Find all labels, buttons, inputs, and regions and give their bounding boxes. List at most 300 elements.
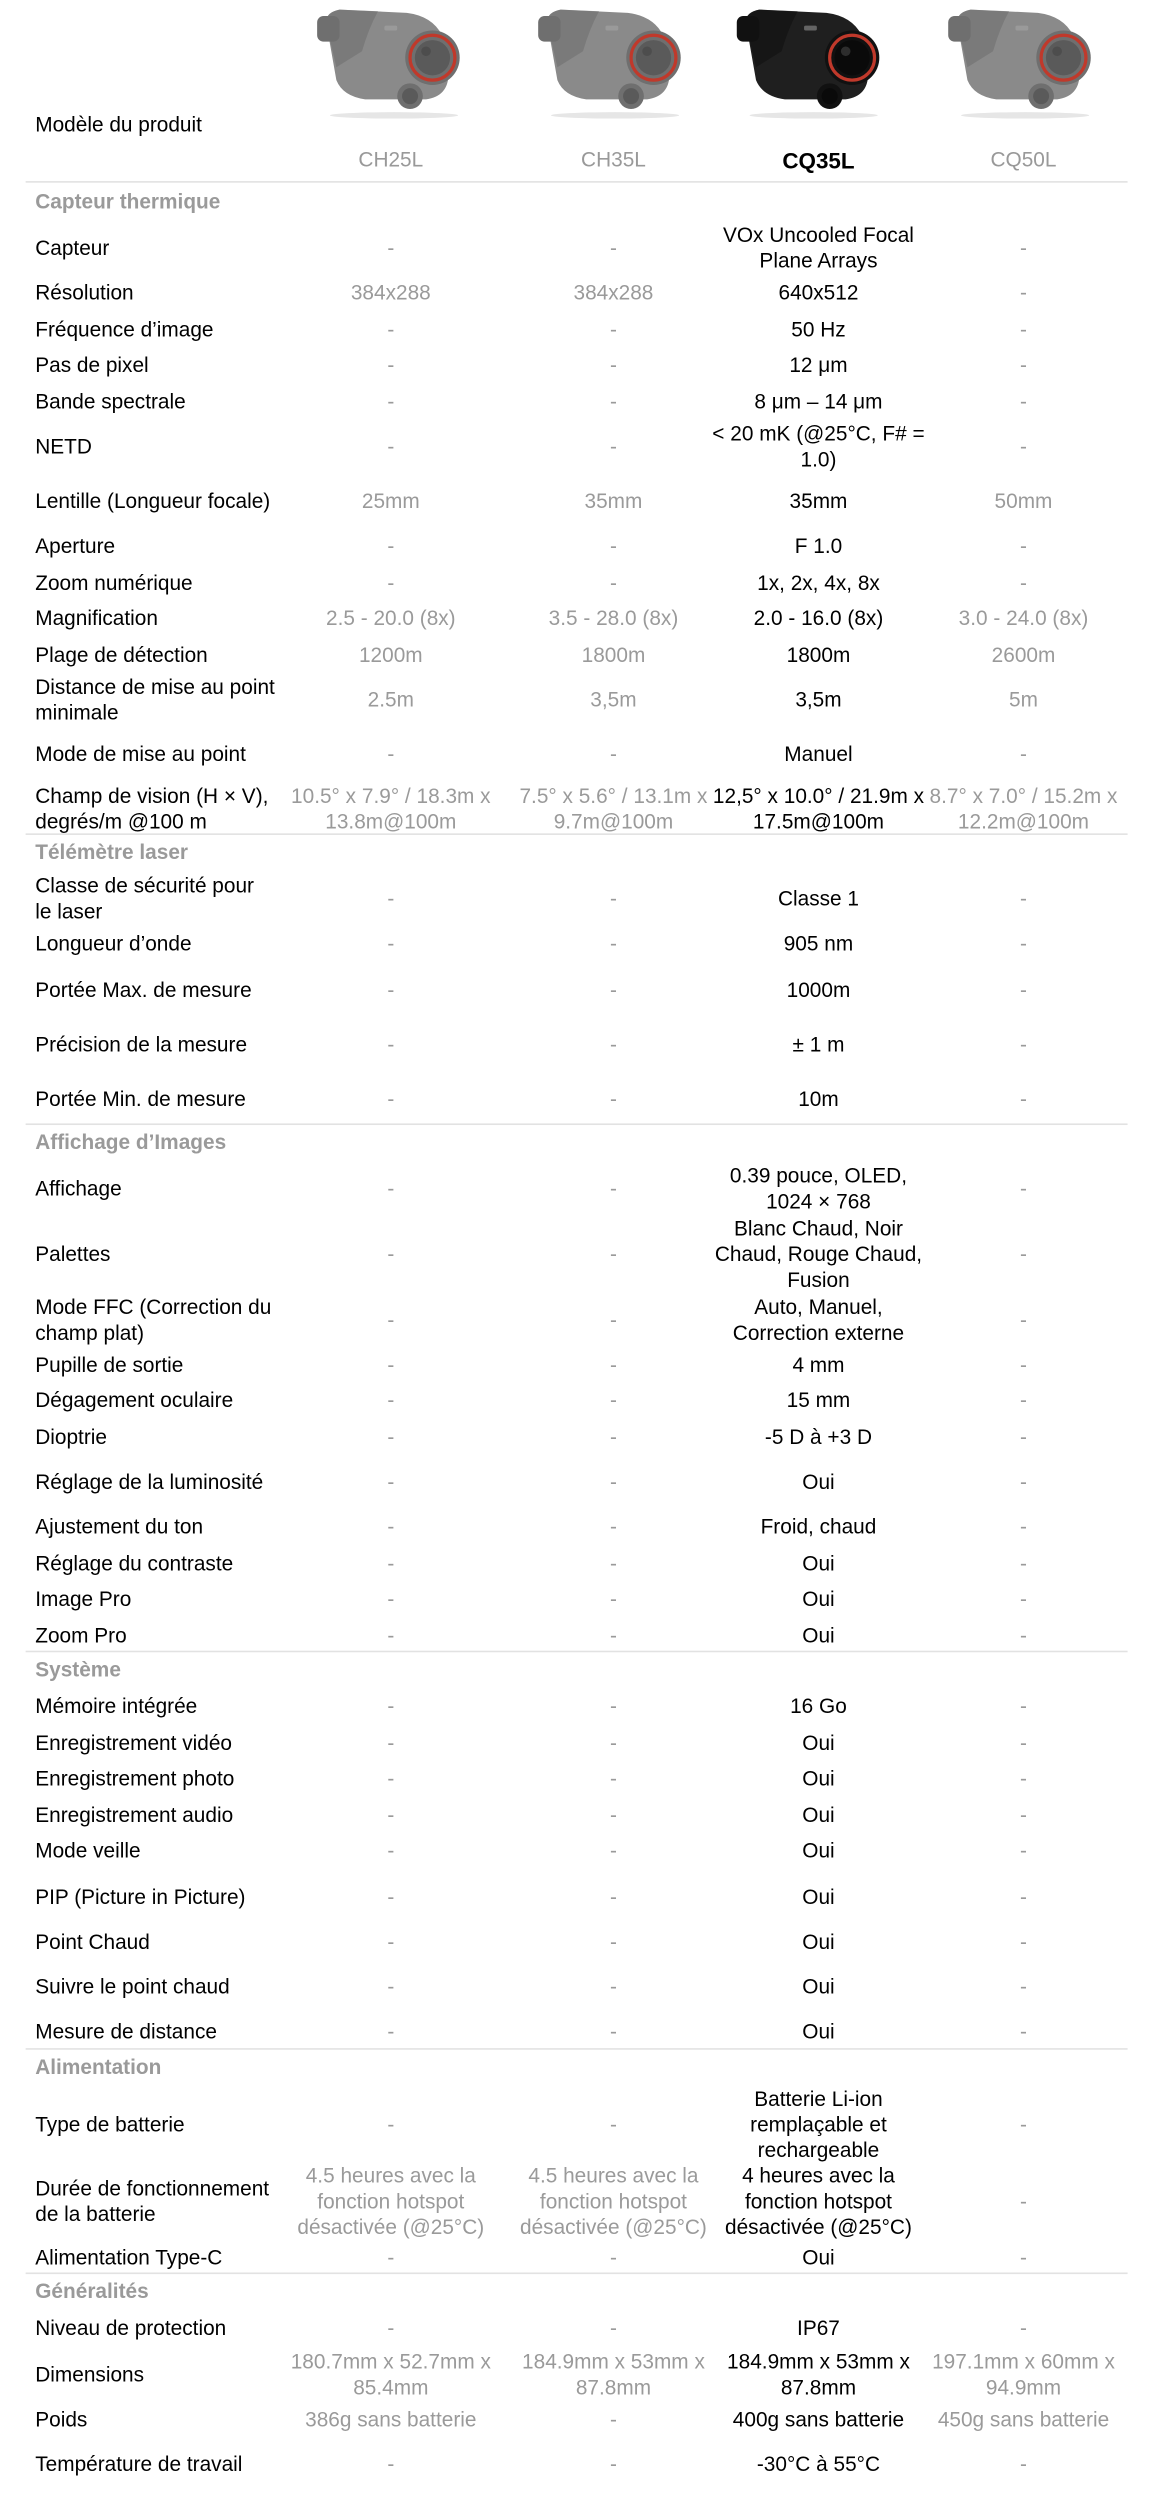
spec-label: Enregistrement photo [35, 1766, 235, 1791]
spec-value-ch25l: 2.5 - 20.0 (8x) [325, 606, 456, 631]
spec-value-cq50l: - [1020, 1838, 1027, 1863]
spec-label: Distance de mise au point minimale [35, 674, 275, 725]
spec-value-ch35l: - [609, 1766, 617, 1791]
product-name-cq50l[interactable]: CQ50L [990, 147, 1057, 172]
spec-value-cq50l: - [1020, 316, 1027, 341]
spec-value-cq35l: 12 μm [789, 352, 848, 378]
spec-row [0, 872, 1150, 926]
spec-label: Zoom Pro [35, 1623, 127, 1648]
spec-value-ch35l: - [609, 1085, 617, 1110]
spec-label: Mode veille [35, 1838, 141, 1863]
spec-value-ch25l: - [387, 1974, 395, 1999]
section-title: Capteur thermique [35, 189, 221, 214]
spec-value-ch35l: - [609, 976, 617, 1001]
spec-value-cq35l: VOx Uncooled Focal Plane Arrays [722, 222, 914, 273]
spec-value-cq35l: Classe 1 [777, 886, 859, 911]
spec-label: Plage de détection [35, 642, 208, 667]
section-separator [26, 2272, 1128, 2274]
spec-label: Mode de mise au point [35, 742, 246, 767]
spec-row [0, 1347, 1150, 1383]
spec-value-ch35l: - [609, 1929, 617, 1954]
spec-value-cq50l: - [1020, 1974, 1027, 1999]
spec-value-cq35l: F 1.0 [794, 534, 843, 559]
spec-row [0, 474, 1150, 528]
spec-value-cq35l: Blanc Chaud, Noir Chaud, Rouge Chaud, Fusion [714, 1215, 923, 1291]
spec-value-cq35l: -5 D à +3 D [764, 1424, 873, 1449]
spec-value-ch35l: - [609, 1974, 617, 1999]
spec-value-cq50l: - [1020, 1929, 1027, 1954]
spec-row [0, 420, 1150, 474]
spec-value-cq50l: - [1020, 931, 1027, 956]
spec-value-ch35l: - [609, 931, 617, 956]
spec-value-ch35l: - [609, 886, 617, 911]
spec-value-ch35l: - [609, 1694, 617, 1719]
spec-row [0, 1292, 1150, 1346]
spec-value-cq35l: 400g sans batterie [732, 2406, 905, 2431]
spec-label: Dégagement oculaire [35, 1388, 234, 1413]
spec-row [0, 2014, 1150, 2050]
spec-value-cq35l: 1000m [786, 976, 851, 1001]
spec-row [0, 1510, 1150, 1546]
spec-label: Mode FFC (Correction du champ plat) [35, 1294, 272, 1344]
spec-value-ch35l: - [609, 1175, 617, 1200]
spec-value-ch25l: 180.7mm x 52.7mm x 85.4mm [290, 2348, 491, 2399]
spec-value-ch35l: - [609, 1586, 617, 1612]
spec-row [0, 1546, 1150, 1582]
spec-label: NETD [35, 434, 92, 459]
spec-value-ch25l: 25mm [361, 488, 420, 513]
spec-label: Longueur d’onde [35, 931, 192, 956]
spec-value-cq35l: 16 Go [790, 1694, 847, 1719]
spec-label: Température de travail [35, 2451, 243, 2477]
spec-value-ch25l: - [387, 1929, 395, 1954]
spec-row [0, 637, 1150, 673]
spec-label: Champ de vision (H × V), degrés/m @100 m [35, 783, 269, 834]
spec-row [0, 2347, 1150, 2401]
spec-row [0, 782, 1150, 836]
spec-value-cq50l: - [1020, 1766, 1027, 1791]
spec-row [0, 1960, 1150, 2014]
spec-value-cq35l: 50 Hz [791, 316, 846, 341]
spec-value-ch35l: - [609, 2316, 617, 2341]
section-title: Alimentation [35, 2053, 162, 2078]
spec-label: PIP (Picture in Picture) [35, 1883, 246, 1908]
section-separator [26, 1123, 1128, 1125]
spec-value-ch35l: - [609, 1424, 617, 1449]
spec-value-ch25l: 1200m [358, 642, 423, 667]
spec-value-ch35l: - [609, 1352, 617, 1377]
spec-value-ch25l: - [387, 534, 395, 559]
spec-value-ch35l: - [609, 1802, 617, 1827]
spec-label: Réglage du contraste [35, 1550, 234, 1575]
spec-row [0, 1419, 1150, 1455]
spec-row [0, 312, 1150, 348]
spec-value-cq35l: Oui [802, 1974, 835, 1999]
spec-label: Pupille de sortie [35, 1352, 184, 1377]
spec-value-cq50l: - [1020, 1241, 1027, 1266]
spec-label: Lentille (Longueur focale) [35, 488, 271, 513]
spec-value-cq50l: - [1020, 389, 1027, 414]
spec-value-cq50l: - [1020, 2451, 1027, 2477]
spec-value-ch25l: - [387, 976, 395, 1001]
spec-value-ch25l: - [387, 2316, 395, 2341]
spec-value-ch35l: 384x288 [573, 280, 654, 305]
spec-value-cq50l: - [1020, 1883, 1027, 1908]
spec-label: Portée Min. de mesure [35, 1085, 246, 1110]
spec-value-cq35l: 35mm [789, 488, 848, 513]
spec-value-ch35l: - [609, 2111, 617, 2136]
spec-value-cq50l: 5m [1009, 687, 1038, 712]
spec-value-cq50l: - [1020, 1469, 1027, 1494]
spec-value-ch25l: - [387, 1352, 395, 1377]
spec-row [0, 1833, 1150, 1869]
spec-value-ch35l: - [609, 434, 617, 459]
spec-value-ch25l: - [387, 1838, 395, 1863]
spec-label: Point Chaud [35, 1929, 150, 1954]
spec-value-ch35l: - [609, 534, 617, 559]
spec-value-ch35l: - [609, 1306, 617, 1331]
spec-value-cq50l: - [1020, 1085, 1027, 1110]
spec-row [0, 962, 1150, 1016]
spec-label: Poids [35, 2406, 88, 2431]
spec-value-cq50l: - [1020, 1031, 1027, 1056]
spec-row [0, 348, 1150, 384]
section-separator [26, 833, 1128, 835]
spec-value-ch35l: - [609, 2451, 617, 2477]
spec-value-ch25l: - [387, 1241, 395, 1266]
spec-value-cq50l: 50mm [994, 488, 1053, 513]
spec-value-cq35l: Oui [802, 1730, 835, 1755]
spec-value-ch25l: - [387, 434, 395, 459]
section-title: Système [35, 1657, 121, 1682]
spec-value-ch25l: - [387, 742, 395, 767]
spec-value-cq35l: Oui [802, 2244, 835, 2269]
spec-row [0, 221, 1150, 275]
spec-value-cq50l: - [1020, 1586, 1027, 1612]
spec-value-ch35l: - [609, 389, 617, 414]
spec-row [0, 2311, 1150, 2347]
spec-value-ch25l: - [387, 1694, 395, 1719]
spec-value-cq50l: - [1020, 570, 1027, 595]
spec-label: Capteur [35, 235, 110, 260]
section-separator [26, 1651, 1128, 1653]
section-separator [26, 2047, 1128, 2049]
spec-row [0, 1725, 1150, 1761]
spec-value-cq50l: - [1020, 1514, 1027, 1539]
spec-value-ch35l: 3,5m [590, 687, 637, 712]
spec-value-ch25l: 386g sans batterie [305, 2406, 477, 2431]
spec-value-cq35l: Oui [802, 1883, 835, 1908]
spec-value-ch25l: 4.5 heures avec la fonction hotspot désactivée (@25°C) [297, 2162, 485, 2239]
spec-row [0, 1216, 1150, 1293]
spec-label: Fréquence d’image [35, 316, 214, 341]
spec-value-ch25l: - [387, 1586, 395, 1612]
spec-label: Résolution [35, 280, 134, 305]
spec-value-ch25l: - [387, 570, 395, 595]
spec-label: Classe de sécurité pour le laser [35, 873, 254, 924]
spec-value-cq35l: IP67 [797, 2316, 840, 2341]
spec-value-cq35l: 12,5° x 10.0° / 21.9m x 17.5m@100m [712, 783, 925, 834]
spec-label: Dimensions [35, 2361, 145, 2386]
spec-value-ch25l: - [387, 1306, 395, 1331]
product-image-cq35l [734, 3, 894, 118]
spec-row [0, 1761, 1150, 1797]
spec-value-cq50l: 8.7° x 7.0° / 15.2m x 12.2m@100m [929, 783, 1118, 834]
spec-label: Précision de la mesure [35, 1031, 248, 1056]
spec-label: Durée de fonctionnement de la batterie [35, 2175, 270, 2226]
spec-row [0, 1618, 1150, 1654]
spec-value-cq50l: - [1020, 434, 1027, 459]
spec-label: Portée Max. de mesure [35, 976, 252, 1001]
spec-value-cq35l: Oui [802, 1929, 835, 1954]
spec-value-cq50l: - [1020, 534, 1027, 559]
spec-label: Enregistrement vidéo [35, 1730, 232, 1755]
spec-value-ch35l: - [609, 1883, 617, 1908]
spec-label: Dioptrie [35, 1424, 107, 1449]
spec-value-cq50l: - [1020, 742, 1027, 767]
spec-row [0, 1924, 1150, 1960]
spec-value-ch35l: - [609, 1031, 617, 1056]
section-title: Généralités [35, 2278, 149, 2303]
spec-value-cq50l: - [1020, 1306, 1027, 1331]
spec-label: Enregistrement audio [35, 1802, 234, 1827]
spec-value-ch25l: - [387, 1514, 395, 1539]
spec-row [0, 1383, 1150, 1419]
spec-value-ch25l: - [387, 1623, 395, 1648]
product-image-ch25l [314, 3, 474, 118]
spec-label: Type de batterie [35, 2111, 185, 2136]
spec-value-cq35l: Oui [802, 1802, 835, 1827]
spec-label: Aperture [35, 534, 116, 559]
spec-value-cq35l: Oui [802, 1586, 835, 1612]
spec-label: Ajustement du ton [35, 1514, 204, 1539]
spec-row [0, 1869, 1150, 1923]
spec-value-ch25l: - [387, 316, 395, 341]
spec-value-cq50l: - [1020, 976, 1027, 1001]
thermal-monocular-icon [734, 3, 894, 118]
spec-label: Mémoire intégrée [35, 1694, 198, 1719]
spec-value-cq35l: Manuel [784, 742, 853, 767]
spec-row [0, 1797, 1150, 1833]
spec-value-cq35l: 4 heures avec la fonction hotspot désactivée (@25°C) [725, 2162, 912, 2239]
spec-value-ch25l: 10.5° x 7.9° / 18.3m x 13.8m@100m [291, 783, 491, 834]
spec-value-ch25l: - [387, 1802, 395, 1827]
spec-value-ch35l: - [609, 235, 617, 260]
spec-value-cq50l: - [1020, 1623, 1027, 1648]
spec-value-cq35l: -30°C à 55°C [756, 2451, 881, 2477]
spec-row [0, 2163, 1150, 2240]
spec-value-cq35l: 15 mm [786, 1388, 851, 1413]
spec-value-cq50l: - [1020, 1352, 1027, 1377]
spec-value-cq35l: Oui [802, 1623, 835, 1648]
spec-value-cq35l: Froid, chaud [760, 1514, 877, 1539]
spec-value-cq35l: 1800m [786, 642, 851, 667]
spec-row [0, 601, 1150, 637]
spec-value-cq50l: 197.1mm x 60mm x 94.9mm [932, 2348, 1115, 2399]
spec-value-ch25l: - [387, 2111, 395, 2136]
spec-value-ch25l: - [387, 1085, 395, 1110]
spec-value-cq50l: - [1020, 2019, 1027, 2044]
spec-value-ch35l: - [609, 742, 617, 767]
spec-value-cq35l: Oui [802, 1838, 835, 1863]
spec-label: Magnification [35, 606, 158, 631]
spec-value-cq35l: 184.9mm x 53mm x 87.8mm [727, 2348, 910, 2399]
spec-row [0, 1455, 1150, 1509]
spec-value-cq50l: - [1020, 1175, 1027, 1200]
spec-value-ch35l: 4.5 heures avec la fonction hotspot désactivée (@25°C) [520, 2162, 707, 2239]
model-label: Modèle du produit [35, 112, 202, 137]
spec-row [0, 2086, 1150, 2163]
spec-row [0, 2401, 1150, 2437]
spec-value-cq35l: Batterie Li-ion remplaçable et rechargeable [750, 2085, 887, 2162]
spec-value-cq50l: - [1020, 280, 1027, 305]
spec-value-ch35l: - [609, 316, 617, 341]
spec-value-cq50l: - [1020, 1424, 1027, 1449]
spec-value-cq50l: - [1020, 1550, 1027, 1575]
spec-value-ch25l: - [387, 886, 395, 911]
product-image-ch35l [535, 3, 695, 118]
spec-value-cq35l: 10m [798, 1085, 839, 1110]
spec-value-cq35l: Oui [802, 2019, 835, 2044]
spec-value-cq35l: Oui [802, 1550, 835, 1575]
spec-label: Bande spectrale [35, 389, 186, 414]
spec-value-cq50l: - [1020, 886, 1027, 911]
spec-value-cq35l: 1x, 2x, 4x, 8x [757, 570, 880, 595]
spec-value-cq50l: - [1020, 1802, 1027, 1827]
section-title: Affichage d’Images [35, 1129, 227, 1154]
spec-value-cq35l: 640x512 [778, 280, 859, 305]
spec-value-ch25l: - [387, 389, 395, 414]
spec-label: Affichage [35, 1175, 122, 1200]
spec-value-ch35l: - [609, 1388, 617, 1413]
spec-value-ch35l: - [609, 352, 617, 378]
spec-value-cq50l: - [1020, 1388, 1027, 1413]
spec-value-ch35l: - [609, 2406, 617, 2431]
spec-value-ch25l: - [387, 2451, 395, 2477]
spec-value-cq50l: - [1020, 2316, 1027, 2341]
spec-value-ch25l: - [387, 1550, 395, 1575]
spec-row [0, 1161, 1150, 1215]
spec-value-ch35l: 3.5 - 28.0 (8x) [548, 606, 679, 631]
spec-value-ch25l: - [387, 1469, 395, 1494]
product-name-ch25l[interactable]: CH25L [358, 147, 424, 172]
spec-value-ch35l: - [609, 2244, 617, 2269]
spec-value-ch25l: - [387, 1766, 395, 1791]
spec-value-ch35l: - [609, 1469, 617, 1494]
spec-row [0, 384, 1150, 420]
spec-row [0, 1071, 1150, 1125]
spec-value-ch25l: 2.5m [367, 687, 414, 712]
spec-value-cq50l: 2600m [991, 642, 1056, 667]
spec-value-ch25l: - [387, 1883, 395, 1908]
spec-value-ch35l: - [609, 570, 617, 595]
spec-value-cq50l: - [1020, 2111, 1027, 2136]
spec-value-cq35l: 905 nm [783, 931, 854, 956]
spec-label: Pas de pixel [35, 352, 149, 378]
spec-value-ch25l: - [387, 2019, 395, 2044]
spec-row [0, 1689, 1150, 1725]
spec-row [0, 1017, 1150, 1071]
spec-label: Niveau de protection [35, 2316, 227, 2341]
thermal-monocular-icon [535, 3, 695, 118]
spec-value-cq35l: Oui [802, 1766, 835, 1791]
product-name-ch35l[interactable]: CH35L [581, 147, 646, 172]
spec-row [0, 2240, 1150, 2276]
spec-value-ch25l: - [387, 1175, 395, 1200]
spec-label: Image Pro [35, 1586, 132, 1612]
spec-row [0, 2438, 1150, 2492]
spec-value-ch25l: - [387, 2244, 395, 2269]
spec-value-ch35l: 7.5° x 5.6° / 13.1m x 9.7m@100m [519, 783, 708, 834]
thermal-monocular-icon [945, 3, 1105, 118]
header-separator [26, 181, 1128, 183]
spec-value-ch35l: 1800m [581, 642, 646, 667]
spec-value-cq50l: - [1020, 2188, 1027, 2213]
spec-value-cq50l: - [1020, 235, 1027, 260]
spec-value-cq35l: ± 1 m [792, 1031, 845, 1056]
spec-row [0, 728, 1150, 782]
spec-value-cq35l: 2.0 - 16.0 (8x) [753, 606, 884, 631]
spec-row [0, 565, 1150, 601]
spec-label: Zoom numérique [35, 570, 193, 595]
spec-row [0, 276, 1150, 312]
spec-label: Réglage de la luminosité [35, 1469, 264, 1494]
spec-value-ch35l: - [609, 1514, 617, 1539]
spec-row [0, 926, 1150, 962]
spec-value-cq50l: - [1020, 1730, 1027, 1755]
spec-value-cq35l: Auto, Manuel, Correction externe [732, 1294, 905, 1344]
spec-label: Suivre le point chaud [35, 1974, 230, 1999]
spec-value-cq35l: Oui [802, 1469, 835, 1494]
spec-value-ch25l: - [387, 1388, 395, 1413]
spec-value-ch35l: 35mm [584, 488, 643, 513]
spec-value-cq50l: - [1020, 1694, 1027, 1719]
spec-value-ch25l: - [387, 931, 395, 956]
spec-value-ch35l: - [609, 1838, 617, 1863]
spec-value-ch25l: - [387, 352, 395, 378]
spec-value-cq35l: < 20 mK (@25°C, F# = 1.0) [712, 421, 925, 472]
product-image-cq50l [945, 3, 1105, 118]
spec-value-ch25l: - [387, 1424, 395, 1449]
spec-label: Mesure de distance [35, 2019, 217, 2044]
section-title: Télémètre laser [35, 839, 189, 864]
spec-value-ch25l: - [387, 1031, 395, 1056]
spec-value-cq50l: - [1020, 352, 1027, 378]
spec-row [0, 673, 1150, 727]
spec-value-ch35l: - [609, 1730, 617, 1755]
spec-value-ch35l: - [609, 1550, 617, 1575]
spec-label: Palettes [35, 1241, 111, 1266]
spec-value-cq35l: 0.39 pouce, OLED, 1024 × 768 [729, 1162, 908, 1213]
spec-value-ch25l: 384x288 [350, 280, 431, 305]
thermal-monocular-icon [314, 3, 474, 118]
spec-value-ch35l: - [609, 2019, 617, 2044]
spec-row [0, 1582, 1150, 1618]
spec-value-cq50l: - [1020, 2244, 1027, 2269]
spec-value-ch35l: - [609, 1623, 617, 1648]
spec-label: Alimentation Type-C [35, 2244, 223, 2269]
product-name-cq35l[interactable]: CQ35L [782, 147, 855, 174]
spec-value-ch35l: - [609, 1241, 617, 1266]
spec-row [0, 529, 1150, 565]
spec-value-cq35l: 8 μm – 14 μm [754, 389, 883, 414]
spec-value-cq50l: 3.0 - 24.0 (8x) [958, 606, 1089, 631]
spec-value-cq50l: 450g sans batterie [937, 2406, 1110, 2431]
spec-value-cq35l: 3,5m [795, 687, 842, 712]
spec-value-ch35l: 184.9mm x 53mm x 87.8mm [522, 2348, 705, 2399]
spec-value-ch25l: - [387, 1730, 395, 1755]
spec-value-ch25l: - [387, 235, 395, 260]
